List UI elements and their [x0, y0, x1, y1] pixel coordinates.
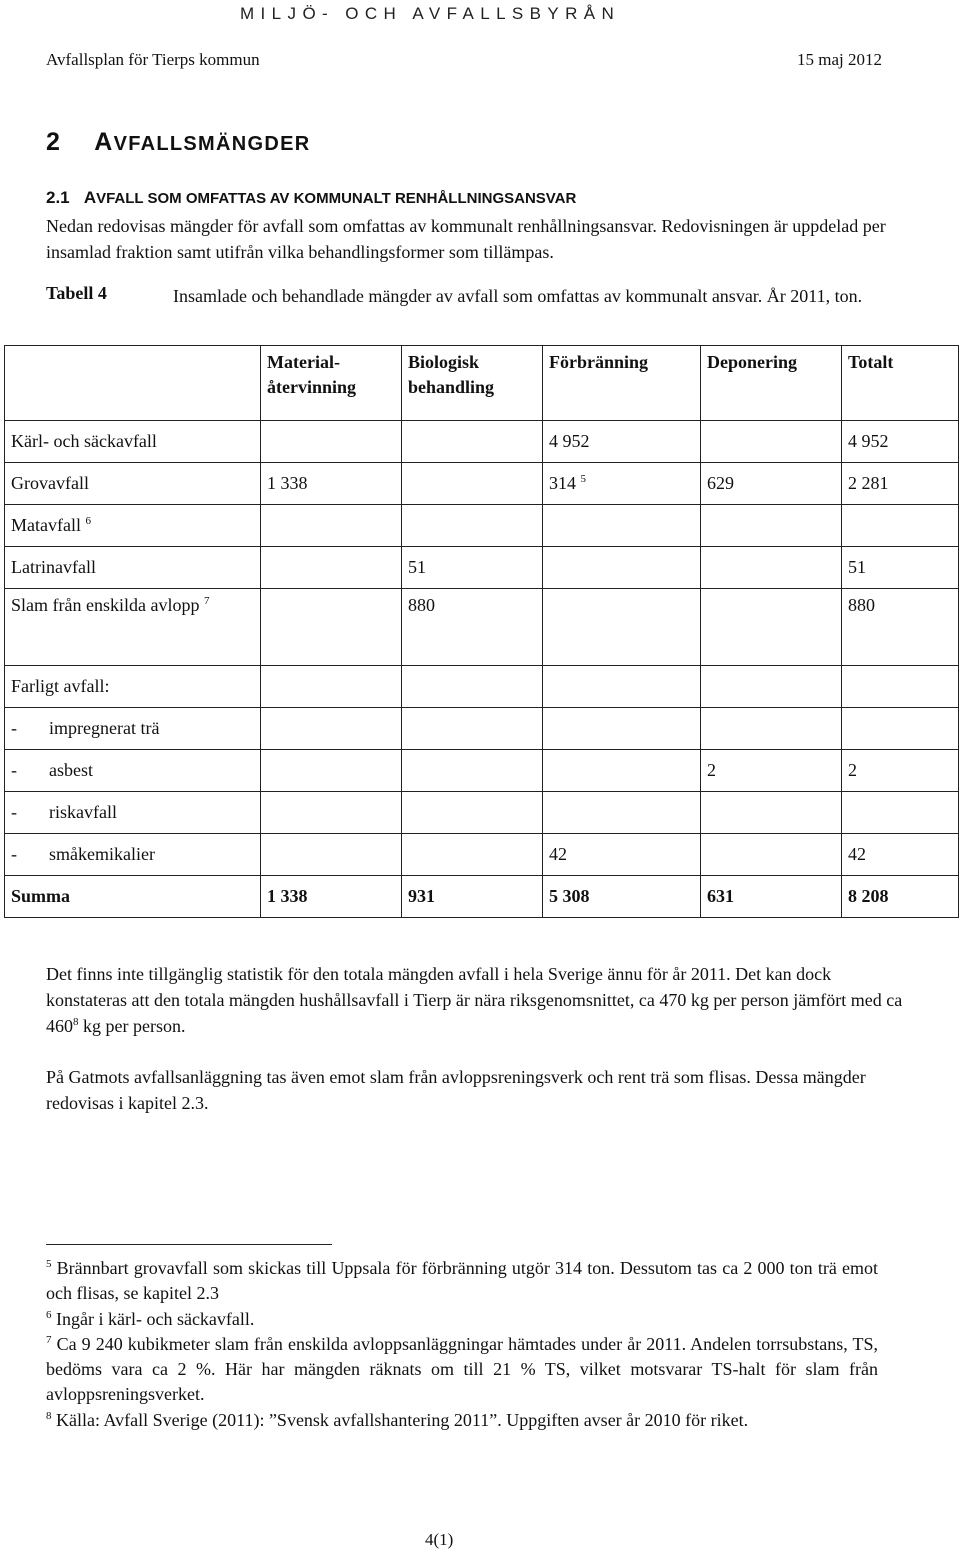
intro-paragraph: Nedan redovisas mängder för avfall som omfattas av kommunalt renhållningsansvar. Redovisningen är uppdelad per insamlad fraktion samt utifrån vilka behandlingsformer som tillämpas.	[46, 216, 886, 262]
table-row	[5, 589, 959, 666]
footnote-ref: 6	[85, 515, 91, 527]
sum-landfill: 631	[701, 876, 842, 918]
row-name	[5, 589, 261, 666]
row-label: impregnerat trä	[49, 718, 160, 738]
footnote	[46, 1256, 878, 1306]
header-incineration: Förbränning	[543, 346, 701, 421]
cell-total: 51	[842, 547, 959, 589]
waste-table	[4, 345, 959, 918]
row-name: Kärl- och säckavfall	[5, 421, 261, 463]
row-name	[5, 505, 261, 547]
table-label: Tabell 4	[46, 283, 107, 303]
row-name: Latrinavfall	[5, 547, 261, 589]
cell-incineration	[543, 666, 701, 708]
table-row	[5, 708, 959, 750]
document-date: 15 maj 2012	[797, 50, 882, 69]
cell-incineration	[543, 463, 701, 505]
footnote-text: Källa: Avfall Sverige (2011): ”Svensk avfallshantering 2011”. Uppgiften avser år 2010 för riket.	[51, 1410, 749, 1430]
cell-total: 2	[842, 750, 959, 792]
footnote-number: 8	[46, 1410, 52, 1422]
subsection-title-rest: VFALL SOM OMFATTAS AV KOMMUNALT RENHÅLLNINGSANSVAR	[96, 190, 577, 207]
cell-material	[261, 708, 402, 750]
cell-incineration	[543, 589, 701, 666]
cell-incineration	[543, 505, 701, 547]
header-total: Totalt	[842, 346, 959, 421]
footnote-number: 6	[46, 1309, 52, 1321]
cell-biological	[402, 505, 543, 547]
table-row	[5, 750, 959, 792]
row-label: riskavfall	[49, 802, 117, 822]
cell-landfill	[701, 505, 842, 547]
footnote-text: Brännbart grovavfall som skickas till Uppsala för förbränning utgör 314 ton. Dessutom tas ca 2 000 ton trä emot och flisas, se kapitel 2.3	[46, 1258, 878, 1303]
footnote	[46, 1332, 878, 1407]
cell-material	[261, 505, 402, 547]
cell-incineration: 4 952	[543, 421, 701, 463]
cell-biological: 51	[402, 547, 543, 589]
cell-biological: 880	[402, 589, 543, 666]
cell-material	[261, 834, 402, 876]
table-row	[5, 547, 959, 589]
row-name: Farligt avfall:	[5, 666, 261, 708]
cell-material	[261, 792, 402, 834]
cell-incineration	[543, 792, 701, 834]
cell-landfill: 2	[701, 750, 842, 792]
paragraph-text: kg per person.	[78, 1016, 186, 1036]
row-label: småkemikalier	[49, 844, 155, 864]
row-name	[5, 708, 261, 750]
row-name: Summa	[5, 876, 261, 918]
cell-biological	[402, 792, 543, 834]
cell-landfill	[701, 792, 842, 834]
cell-biological	[402, 463, 543, 505]
cell-biological	[402, 834, 543, 876]
cell-material: 1 338	[261, 463, 402, 505]
cell-total: 42	[842, 834, 959, 876]
header-material-recycling: Material-återvinning	[261, 346, 402, 421]
cell-total	[842, 708, 959, 750]
cell-total: 880	[842, 589, 959, 666]
cell-landfill	[701, 834, 842, 876]
table-sum-row	[5, 876, 959, 918]
row-label: Matavfall	[11, 515, 81, 535]
table-row	[5, 834, 959, 876]
subsection-number: 2.1	[46, 188, 70, 207]
row-name: Grovavfall	[5, 463, 261, 505]
cell-value: 314	[549, 473, 576, 493]
footnote-ref: 8	[73, 1016, 79, 1028]
cell-material	[261, 547, 402, 589]
table-caption: Insamlade och behandlade mängder av avfall som omfattas av kommunalt ansvar. År 2011, ton.	[173, 286, 863, 306]
cell-landfill	[701, 547, 842, 589]
footnote-number: 7	[46, 1334, 52, 1346]
page-number: 4(1)	[425, 1530, 454, 1549]
cell-incineration	[543, 708, 701, 750]
cell-total	[842, 792, 959, 834]
cell-incineration	[543, 547, 701, 589]
footnote-text: Ingår i kärl- och säckavfall.	[51, 1309, 255, 1329]
cell-biological	[402, 708, 543, 750]
cell-total	[842, 666, 959, 708]
row-name	[5, 792, 261, 834]
table-row	[5, 505, 959, 547]
table-row	[5, 666, 959, 708]
footnote-ref: 5	[580, 473, 586, 485]
footnote	[46, 1408, 878, 1433]
sum-total: 8 208	[842, 876, 959, 918]
table-header-row	[5, 346, 959, 421]
header-cell-empty	[5, 346, 261, 421]
footnote-ref: 7	[203, 595, 210, 607]
table-row	[5, 792, 959, 834]
cell-landfill	[701, 666, 842, 708]
list-dash: -	[11, 718, 17, 738]
footnote-text: Ca 9 240 kubikmeter slam från enskilda avloppsanläggningar hämtades under år 2011. Andelen torrsubstans, TS, bedöms vara ca 2 %. Här har mängden räknats om till 21 % TS, vilket motsvarar TS-halt för slam från avloppsreningsverket.	[46, 1334, 878, 1404]
section-heading	[46, 128, 310, 157]
subsection-heading	[46, 188, 576, 208]
list-dash: -	[11, 760, 17, 780]
paragraph-text: Det finns inte tillgänglig statistik för den totala mängden avfall i hela Sverige ännu för år 2011. Det kan dock konstateras att den totala mängden hushållsavfall i Tierp är nära riksgenomsnittet, ca 470 kg per person jämfört med ca 460	[46, 964, 903, 1036]
cell-total: 4 952	[842, 421, 959, 463]
list-dash: -	[11, 802, 17, 822]
sum-biological: 931	[402, 876, 543, 918]
cell-material	[261, 750, 402, 792]
sum-material: 1 338	[261, 876, 402, 918]
cell-incineration	[543, 750, 701, 792]
cell-material	[261, 421, 402, 463]
table-row	[5, 463, 959, 505]
cell-biological	[402, 750, 543, 792]
row-label: asbest	[49, 760, 93, 780]
footnote	[46, 1307, 878, 1332]
row-name	[5, 750, 261, 792]
row-name	[5, 834, 261, 876]
header-biological-treatment: Biologisk behandling	[402, 346, 543, 421]
footnote-separator	[46, 1244, 332, 1245]
header-landfill: Deponering	[701, 346, 842, 421]
subsection-title-initial: A	[83, 188, 97, 207]
cell-landfill	[701, 708, 842, 750]
section-title-rest: VFALLSMÄNGDER	[113, 133, 311, 155]
section-title-initial: A	[94, 128, 114, 156]
section-number: 2	[46, 128, 62, 156]
cell-total: 2 281	[842, 463, 959, 505]
statistics-paragraph	[46, 961, 916, 1039]
cell-total	[842, 505, 959, 547]
cell-incineration: 42	[543, 834, 701, 876]
cell-biological	[402, 421, 543, 463]
cell-material	[261, 589, 402, 666]
list-dash: -	[11, 844, 17, 864]
gatmot-paragraph: På Gatmots avfallsanläggning tas även emot slam från avloppsreningsverk och rent trä som flisas. Dessa mängder redovisas i kapitel 2.3.	[46, 1067, 866, 1113]
footnote-number: 5	[46, 1258, 52, 1270]
cell-landfill: 629	[701, 463, 842, 505]
company-name: MILJÖ- OCH AVFALLSBYRÅN	[240, 4, 621, 23]
table-row	[5, 421, 959, 463]
cell-biological	[402, 666, 543, 708]
cell-material	[261, 666, 402, 708]
cell-landfill	[701, 421, 842, 463]
cell-landfill	[701, 589, 842, 666]
sum-incineration: 5 308	[543, 876, 701, 918]
document-title: Avfallsplan för Tierps kommun	[46, 50, 260, 69]
row-label: Slam från enskilda avlopp	[11, 595, 200, 615]
